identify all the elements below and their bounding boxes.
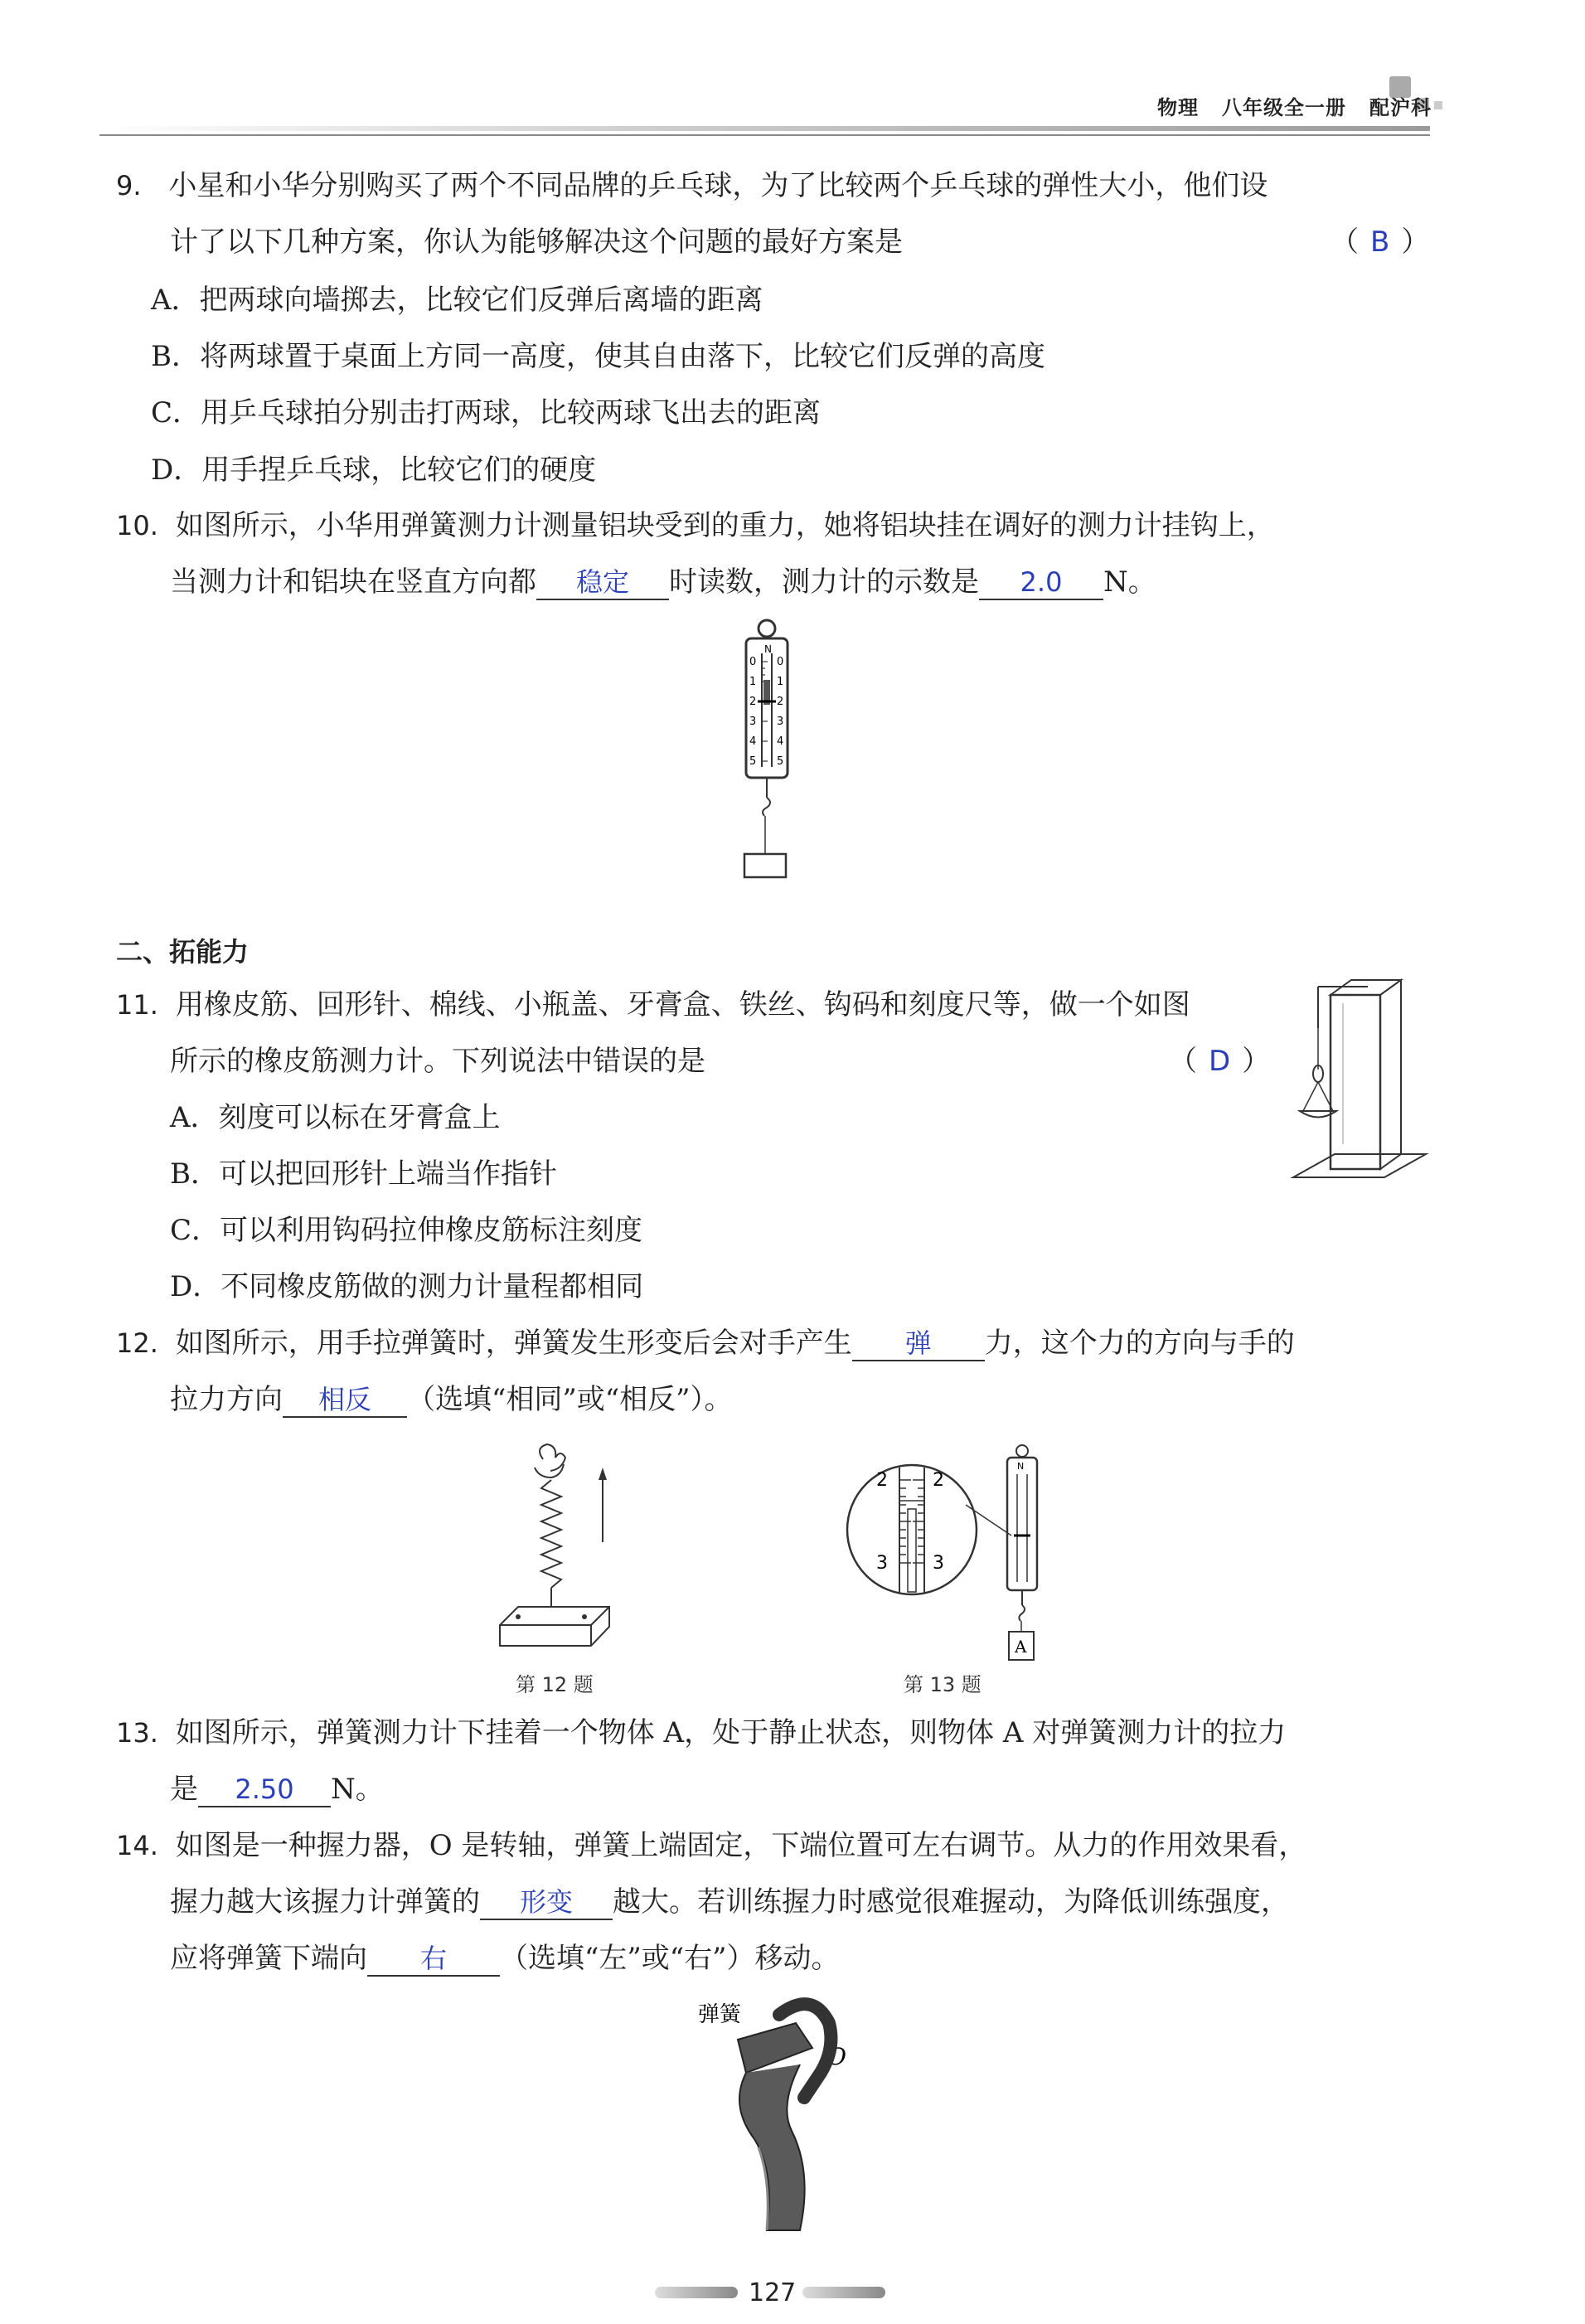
question-9-answer (1331, 224, 1429, 260)
answer-paren-close: ） (1401, 226, 1430, 259)
mag-tick-label: 3 (876, 1553, 888, 1574)
running-header (1134, 91, 1432, 120)
scale-tick-label: 1 (777, 676, 784, 688)
scale-tick-label: 1 (749, 676, 757, 688)
header-rule (99, 126, 1430, 131)
question-12-line-2 (170, 1381, 733, 1418)
question-text: N。 (1103, 565, 1156, 599)
hand-spring-figure (493, 1443, 642, 1667)
question-14-line-1 (116, 1827, 1306, 1864)
answer-paren-open: （ (1169, 1045, 1197, 1078)
question-9-line-2 (170, 224, 903, 260)
page-number-decor (802, 2287, 885, 2298)
option-A: A．把两球向墙掷去，比较它们反弹后离墙的距离 (151, 284, 763, 317)
header-decor-square (1434, 101, 1442, 109)
scale-tick-label: 3 (749, 716, 757, 728)
question-11-line-2 (170, 1043, 705, 1080)
mag-tick-label: 2 (876, 1470, 888, 1491)
header-subject: 物理 (1157, 96, 1199, 119)
answer-blank: 右 (367, 1942, 500, 1977)
figure-13-caption: 第 13 题 (904, 1673, 982, 1696)
axis-label: O (827, 2043, 846, 2070)
scale-unit: N (1017, 1461, 1025, 1472)
answer-choice: D (1209, 1045, 1231, 1078)
scale-tick-label: 5 (749, 755, 757, 768)
question-number: 12. (116, 1327, 158, 1359)
scale-tick-label: 0 (777, 656, 784, 668)
spring-scale-magnified-figure (841, 1443, 1090, 1667)
object-label: A (1015, 1637, 1027, 1657)
answer-blank: 2.0 (979, 565, 1103, 600)
scale-tick-label: 2 (777, 696, 784, 708)
question-text: （选填“相同”或“相反”）。 (407, 1383, 733, 1416)
option-D: D．用手捏乒乓球，比较它们的硬度 (151, 454, 597, 487)
question-text: 力，这个力的方向与手的 (984, 1327, 1295, 1360)
page-number: 127 (749, 2278, 797, 2307)
scale-tick-label: 5 (777, 755, 784, 768)
question-text: 握力越大该握力计弹簧的 (170, 1885, 480, 1919)
question-number: 11. (116, 989, 158, 1021)
question-text: 如图所示，弹簧测力计下挂着一个物体 A，处于静止状态，则物体 A 对弹簧测力计的拉力 (175, 1716, 1287, 1749)
option-C: C．用乒乓球拍分别击打两球，比较两球飞出去的距离 (151, 396, 822, 429)
section-title: 二、拓能力 (116, 936, 250, 968)
question-9-line-1 (116, 167, 1268, 204)
question-text: 小星和小华分别购买了两个不同品牌的乒乓球，为了比较两个乒乓球的弹性大小，他们设 (168, 169, 1268, 202)
question-12-line-1 (116, 1325, 1295, 1361)
question-text: 用橡皮筋、回形针、棉线、小瓶盖、牙膏盒、铁丝、钩码和刻度尺等，做一个如图 (175, 988, 1190, 1021)
question-text: 如图是一种握力器，O 是转轴，弹簧上端固定，下端位置可左右调节。从力的作用效果看， (175, 1829, 1307, 1862)
question-text: 如图所示，小华用弹簧测力计测量铝块受到的重力，她将铝块挂在调好的测力计挂钩上， (175, 509, 1275, 542)
question-text: 是 (170, 1773, 198, 1806)
question-text: 时读数，测力计的示数是 (669, 565, 979, 599)
question-text: 应将弹簧下端向 (170, 1942, 367, 1975)
scale-tick-label: 4 (749, 735, 757, 748)
option-C: C．可以利用钩码拉伸橡皮筋标注刻度 (170, 1214, 643, 1247)
question-text: （选填“左”或“右”）移动。 (500, 1942, 840, 1975)
question-text: 计了以下几种方案，你认为能够解决这个问题的最好方案是 (170, 226, 903, 259)
question-text: 拉力方向 (170, 1383, 283, 1416)
option-D: D．不同橡皮筋做的测力计量程都相同 (170, 1270, 644, 1303)
question-text: 当测力计和铝块在竖直方向都 (170, 565, 536, 599)
header-edition: 配沪科 (1369, 96, 1432, 119)
scale-tick-label: 4 (777, 735, 784, 748)
option-B: B．将两球置于桌面上方同一高度，使其自由落下，比较它们反弹的高度 (151, 340, 1045, 373)
answer-blank: 稳定 (536, 565, 669, 600)
question-10-line-2 (170, 564, 1156, 600)
answer-paren-close: ） (1242, 1045, 1271, 1078)
question-10-line-1 (116, 507, 1275, 544)
answer-paren-open: （ (1331, 226, 1359, 259)
question-number: 10. (116, 510, 158, 541)
answer-blank: 2.50 (198, 1773, 331, 1807)
option-B: B．可以把回形针上端当作指针 (170, 1157, 557, 1191)
option-A: A．刻度可以标在牙膏盒上 (170, 1101, 501, 1134)
answer-blank: 弹 (852, 1327, 985, 1361)
spring-label: 弹簧 (698, 2002, 742, 2027)
question-11-answer (1169, 1043, 1270, 1080)
header-rule-thin (99, 134, 1430, 136)
scale-tick-label: 0 (749, 656, 757, 668)
scale-tick-label: 3 (777, 716, 784, 728)
question-text: 如图所示，用手拉弹簧时，弹簧发生形变后会对手产生 (175, 1327, 852, 1360)
scale-tick-label: 2 (749, 696, 757, 708)
question-14-line-3 (170, 1940, 840, 1977)
question-number: 9. (116, 170, 142, 201)
figure-12-caption: 第 12 题 (516, 1673, 594, 1696)
question-text: 越大。若训练握力时感觉很难握动，为降低训练强度， (613, 1885, 1289, 1919)
question-text: N。 (331, 1773, 384, 1806)
question-text: 所示的橡皮筋测力计。下列说法中错误的是 (170, 1045, 705, 1078)
question-13-line-2 (170, 1771, 384, 1807)
question-11-line-1 (116, 987, 1190, 1023)
page-number-decor (655, 2287, 738, 2298)
mag-tick-label: 2 (933, 1470, 944, 1491)
header-grade: 八年级全一册 (1222, 96, 1346, 119)
answer-choice: B (1370, 226, 1390, 259)
spring-scale-figure (729, 614, 829, 879)
rubber-band-gauge-figure (1285, 970, 1434, 1202)
mag-tick-label: 3 (933, 1553, 944, 1574)
question-14-line-2 (170, 1884, 1289, 1920)
question-number: 13. (116, 1717, 158, 1749)
question-13-line-1 (116, 1715, 1286, 1751)
question-number: 14. (116, 1830, 158, 1861)
hand-grip-figure (688, 1982, 870, 2255)
answer-blank: 形变 (480, 1885, 613, 1920)
scale-unit: N (764, 643, 772, 655)
answer-blank: 相反 (283, 1383, 407, 1418)
